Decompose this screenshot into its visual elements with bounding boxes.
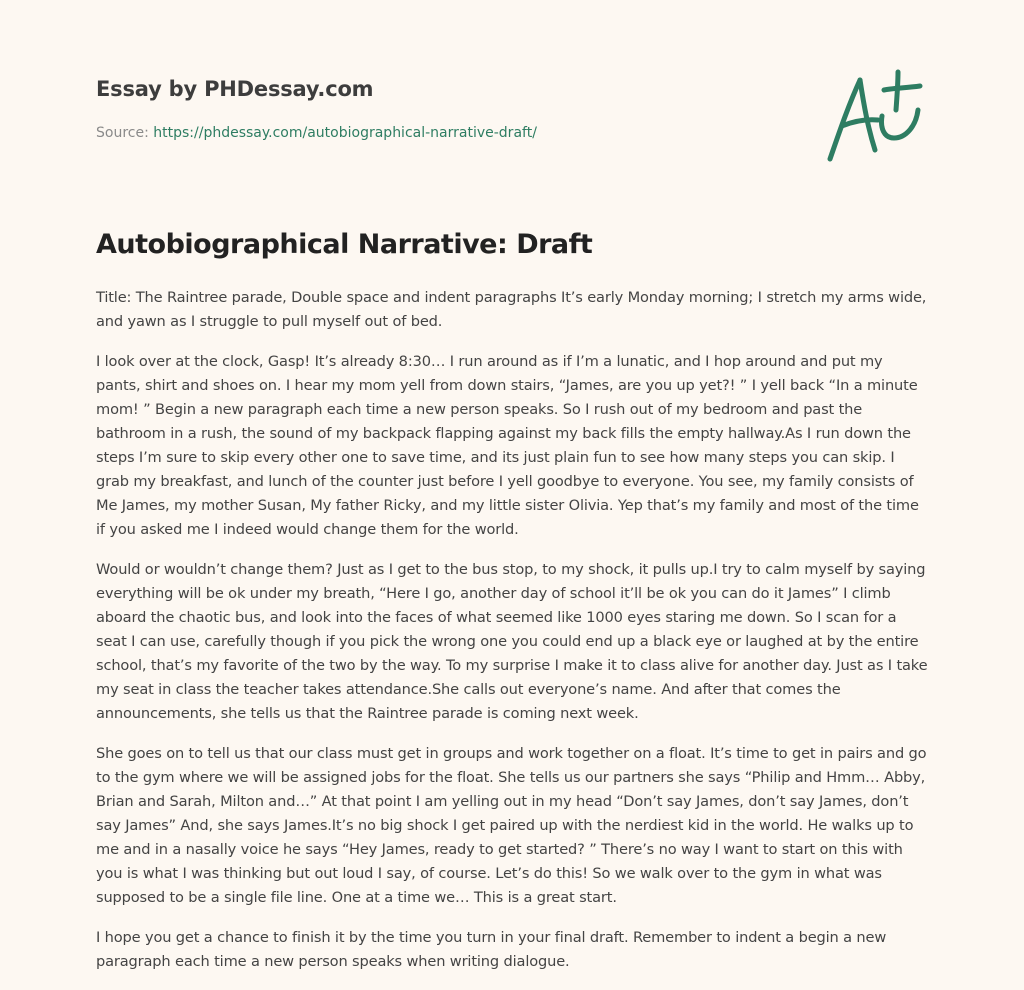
essay-paragraph-4: She goes on to tell us that our class must get in groups and work together on a float. It’s time to get in pairs and go to the gym where we will be assigned jobs for the float. She tells us our partners she says “Philip and Hmm… Abby, Brian and Sarah, Milton and…” At that point I am yelling out in my head “Don’t say James, don’t say James, don’t say James” And, she says James.It’s no big shock I get paired up with the nerdiest kid in the world. He walks up to me and in a nasally voice he says “Hey James, ready to get started? ” There’s no way I want to start on this with you is what I was thinking but out loud I say, of course. Let’s do this! So we walk over to the gym in what was supposed to be a single file line. One at a time we… This is a great start. xyxy=(96,745,927,906)
source-line xyxy=(96,123,796,143)
essay-content xyxy=(96,226,928,990)
essay-paragraph-3: Would or wouldn’t change them? Just as I get to the bus stop, to my shock, it pulls up.I try to calm myself by saying everything will be ok under my breath, “Here I go, another day of school it’ll be ok you can do it James” I climb aboard the chaotic bus, and look into the faces of what seemed like 1000 eyes staring me down. So I scan for a seat I can use, carefully though if you pick the wrong one you could end up a black eye or laughed at by the entire school, that’s my favorite of the two by the way. To my surprise I make it to class alive for another day. Just as I take my seat in class the teacher takes attendance.She calls out everyone’s name. And after that comes the announcements, she tells us that the Raintree parade is coming next week. xyxy=(96,561,928,722)
page-header xyxy=(96,74,796,143)
source-label: Source: xyxy=(96,125,149,141)
site-title: Essay by PHDessay.com xyxy=(96,77,374,101)
essay-paragraph-1: Title: The Raintree parade, Double space and indent paragraphs It’s early Monday morning; I stretch my arms wide, and yawn as I struggle to pull myself out of bed. xyxy=(96,289,927,330)
essay-title: Autobiographical Narrative: Draft xyxy=(96,229,593,260)
essay-paragraph-2: I look over at the clock, Gasp! It’s already 8:30… I run around as if I’m a lunatic, and I hop around and put my pants, shirt and shoes on. I hear my mom yell from down stairs, “James, are you up yet?! ” I yell back “In a minute mom! ” Begin a new paragraph each time a new person speaks. So I rush out of my bedroom and past the bathroom in a rush, the sound of my backpack flapping against my back fills the empty hallway.As I run down the steps I’m sure to skip every other one to save time, and its just plain fun to see how many steps you can skip. I grab my breakfast, and lunch of the counter just before I yell goodbye to everyone. You see, my family consists of Me James, my mother Susan, My father Ricky, and my little sister Olivia. Yep that’s my family and most of the time if you asked me I indeed would change them for the world. xyxy=(96,353,919,538)
a-plus-logo xyxy=(820,66,930,166)
essay-paragraph-5: I hope you get a chance to finish it by the time you turn in your final draft. Remember to indent a begin a new paragraph each time a new person speaks when writing dialogue. xyxy=(96,929,887,970)
a-plus-logo-icon xyxy=(820,66,930,166)
source-link[interactable]: https://phdessay.com/autobiographical-narrative-draft/ xyxy=(153,125,537,141)
